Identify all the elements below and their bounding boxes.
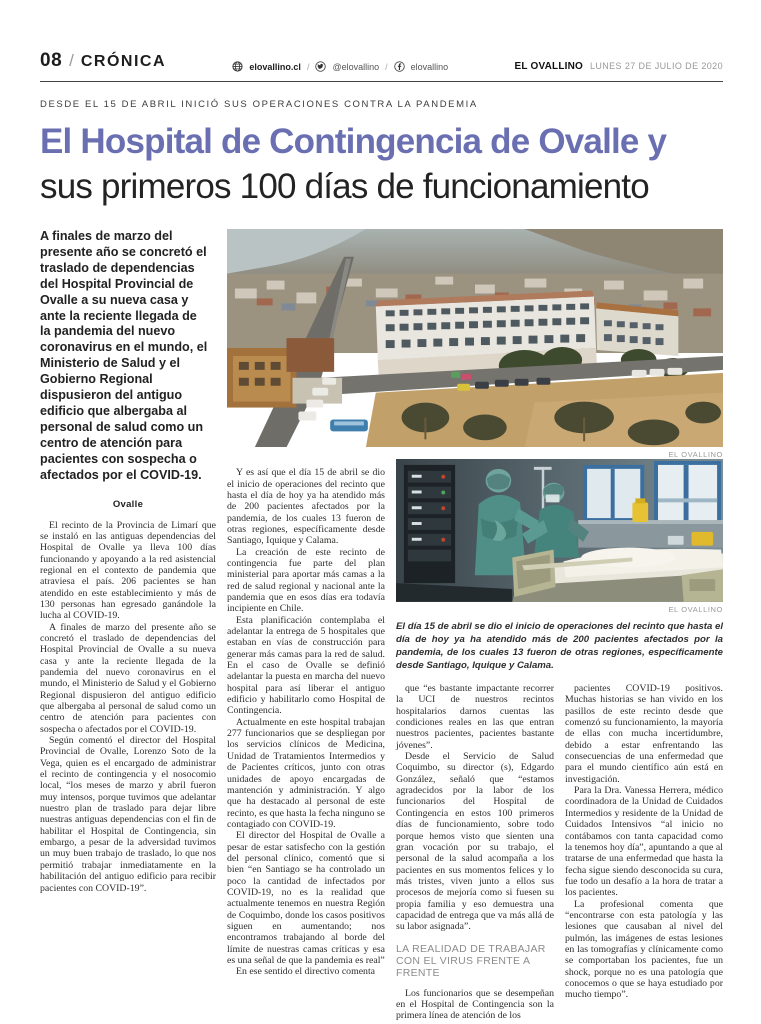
brand-name: EL OVALLINO	[514, 61, 584, 72]
body-paragraph: Según comentó el director del Hospital Provincial de Ovalle, Lorenzo Soto de la Vega, quien es el encargado de administrar el recinto de contingencia y el nosocomio local, “los meses de marzo y abril fueron muy intensos, porque tuvimos que adelantar nuestro plan de traslado para dejar libre nuestras antiguas dependencias con el fin de habilitar el Hospital de Contingencia, sin embargo, a pesar de la adversidad tuvimos un muy buen trabajo de traslado, lo que nos permitió trabajar inmediatamente en la habilitación del antiguo edificio para recibir pacientes con COVID-19”.	[40, 735, 216, 894]
body-paragraph: El recinto de la Provincia de Limarí que se instaló en las antiguas dependencias del Hospital de Ovalle ya lleva 100 días funcionando y apoyando a la red asistencial regional en el contexto de pandemia que atraviesa el país. 206 pacientes se han atendido en este establecimiento y más de 130 personas han egresado ganándole la lucha al COVID-19.	[40, 519, 216, 622]
edition-info	[515, 61, 723, 72]
contact-strip	[232, 61, 448, 72]
kicker: DESDE EL 15 DE ABRIL INICIÓ SUS OPERACIONES CONTRA LA PANDEMIA	[40, 99, 478, 110]
photo2-credit: EL OVALLINO	[668, 605, 723, 615]
body-paragraph: que “es bastante impactante recorrer la UCI de nuestros recintos hospitalarios darnos cuentas las condiciones reales en las que entran nuestros pacientes, pacientes bastante jóvenes”.	[396, 683, 554, 751]
separator: /	[385, 61, 388, 72]
headline-line1: El Hospital de Contingencia de Ovalle y	[40, 122, 667, 161]
body-paragraph: Para la Dra. Vanessa Herrera, médico coordinadora de la Unidad de Cuidados Intermedios y residente de la Unidad de Cuidados Intensivos “al inicio no contábamos con tanta capacidad como la tenemos hoy día”, apuntando a que al tratarse de una enfermedad que hasta la fecha sigue siendo desconocida su cura, fue todo un desafío a la hora de tratar a los pacientes.	[565, 785, 723, 899]
body-paragraph: Esta planificación contemplaba el adelantar la entrega de 5 hospitales que estaban en vías de construcción para generar más camas para la red de salud. En el caso de Ovalle se definió adelantar la puesta en marcha del nuevo hospital para así liberar el antiguo edificio y habilitarlo como Hospital de Contingencia.	[227, 614, 385, 717]
article-body	[40, 229, 723, 1022]
page-number: 08	[40, 50, 63, 71]
columns-3-4	[396, 683, 723, 1022]
twitter-icon	[315, 61, 326, 72]
subheading: LA REALIDAD DE TRABAJAR CON EL VIRUS FRENTE A FRENTE	[396, 942, 546, 979]
edition-date: LUNES 27 DE JULIO DE 2020	[589, 61, 723, 71]
column-3-text	[396, 683, 554, 933]
body-paragraph: En ese sentido el directivo comenta	[236, 966, 376, 978]
column-3	[396, 683, 554, 1022]
photo-icu-patient	[396, 459, 723, 602]
facebook-icon	[394, 61, 405, 72]
body-paragraph: La creación de este recinto de contingencia fue parte del plan ministerial para aportar más camas a la red de salud regional y nacional ante la pandemia que en esos días era todavía incipiente en Chile.	[227, 546, 385, 615]
column-4-text	[565, 683, 723, 1022]
masthead	[40, 50, 723, 82]
twitter-handle: @elovallino	[332, 61, 380, 72]
photo2-caption: El día 15 de abril se dio el inicio de operaciones del recinto que hasta el día de hoy ya ha atendido más de 200 pacientes afectados por la pandemia, de los cuales 13 fueron de otras regiones, específicamente desde Santiago, Iquique y Calama.	[396, 621, 723, 672]
column-1-text	[40, 520, 216, 894]
body-paragraph: pacientes COVID-19 positivos. Muchas historias se han vivido en los pasillos de este recinto desde que comenzó su funcionamiento, la mayoría de ellas con mucha incertidumbre, debido a estar enfrentando las consecuencias de una enfermedad que para el mundo científico aún está en investigación.	[565, 683, 723, 785]
body-paragraph: Desde el Servicio de Salud Coquimbo, su director (s), Edgardo González, señaló que “estamos agradecidos por la labor de los funcionarios del Hospital de Contingencia en estos 100 primeros días de funcionamiento, sobre todo porque hemos visto que sienten una gran vocación por su trabajo, el personal de la salud acompaña a los pacientes en sus momentos felices y lo más tristes, viven junto a ellos sus procesos de mejoría como si fuesen su propia familia y eso demuestra una capacidad de entrega que va más allá de su labor asignada”.	[396, 751, 554, 933]
body-paragraph: La profesional comenta que “encontrarse con esta patología y las lesiones que causaban al nivel del pulmón, las imágenes de estas lesiones en las tomografías y clínicamente como se comportaban los pacientes, fue un shock, porque no es una patología que conocemos o que se haya estudiado por mucho tiempo”.	[565, 898, 723, 1001]
column-1	[40, 229, 216, 1022]
body-paragraph: El director del Hospital de Ovalle a pesar de estar satisfecho con la gestión del personal clínico, comentó que si bien “en Santiago se ha controlado un poco la cantidad de infectados por COVID-19, no es la realidad que actualmente tenemos en nuestra Región de Coquimbo, donde los casos positivos siguen en aumentando; nos encontramos trabajando al borde del límite de nuestras camas críticas y esa es una señal de que la pandemia es real”	[227, 830, 385, 967]
photo-aerial-hospital	[227, 229, 723, 459]
body-paragraph: Y es así que el día 15 de abril se dio el inicio de operaciones del recinto que hasta el día de hoy ya ha atendido más de 200 pacientes afectados por la pandemia, de los cuales 13 fueron de otras regiones, específicamente desde Santiago, Iquique y Calama.	[227, 467, 385, 547]
globe-icon	[232, 61, 243, 72]
photo1-credit: EL OVALLINO	[668, 450, 723, 460]
body-paragraph: Actualmente en este hospital trabajan 277 funcionarios que se despliegan por los servicios clínicos de Medicina, Unidad de Tratamientos Intermedios y de Pacientes críticos, junto con otras unidades de apoyo encargadas de mantención y administración. Y algo que ha destacado al personal de este recinto, es que hasta la fecha ninguno se contagiado con COVID-19.	[227, 716, 385, 830]
column-3-text-after	[396, 988, 554, 1022]
lead-paragraph: A finales de marzo del presente año se concretó el traslado de dependencias del Hospital Provincial de Ovalle a su nueva casa y ante la reciente llegada de la pandemia del nuevo coronavirus en el mundo, el Ministerio de Salud y el Gobierno Regional dispusieron del antiguo edificio que albergaba al personal de salud como un centro de atención para pacientes con sospecha o afectados por el COVID-19.	[40, 229, 208, 482]
separator: /	[306, 61, 310, 72]
website-url: elovallino.cl	[249, 61, 301, 72]
facebook-handle: elovallino	[410, 61, 449, 72]
headline-line2: sus primeros 100 días de funcionamiento	[40, 167, 649, 206]
right-block	[396, 459, 723, 1021]
column-2-text	[227, 459, 385, 1021]
headline	[40, 119, 723, 209]
section-title: CRÓNICA	[80, 53, 167, 70]
byline-location: Ovalle	[112, 498, 144, 510]
aerial-hospital-image	[227, 229, 723, 447]
body-paragraph: Los funcionarios que se desempeñan en el Hospital de Contingencia son la primera línea de atención de los	[396, 987, 554, 1022]
body-paragraph: A finales de marzo del presente año se concretó el traslado de dependencias del Hospital Provincial de Ovalle a su nueva casa y ante la reciente llegada de la pandemia del nuevo coronavirus en el mundo, el Ministerio de Salud y el Gobierno Regional dispusieron del antiguo edificio que albergaba al personal de salud como un centro de atención para pacientes con sospecha o afectados por el COVID-19.	[40, 621, 216, 735]
slash-divider: /	[69, 51, 74, 70]
section-header	[40, 50, 166, 72]
